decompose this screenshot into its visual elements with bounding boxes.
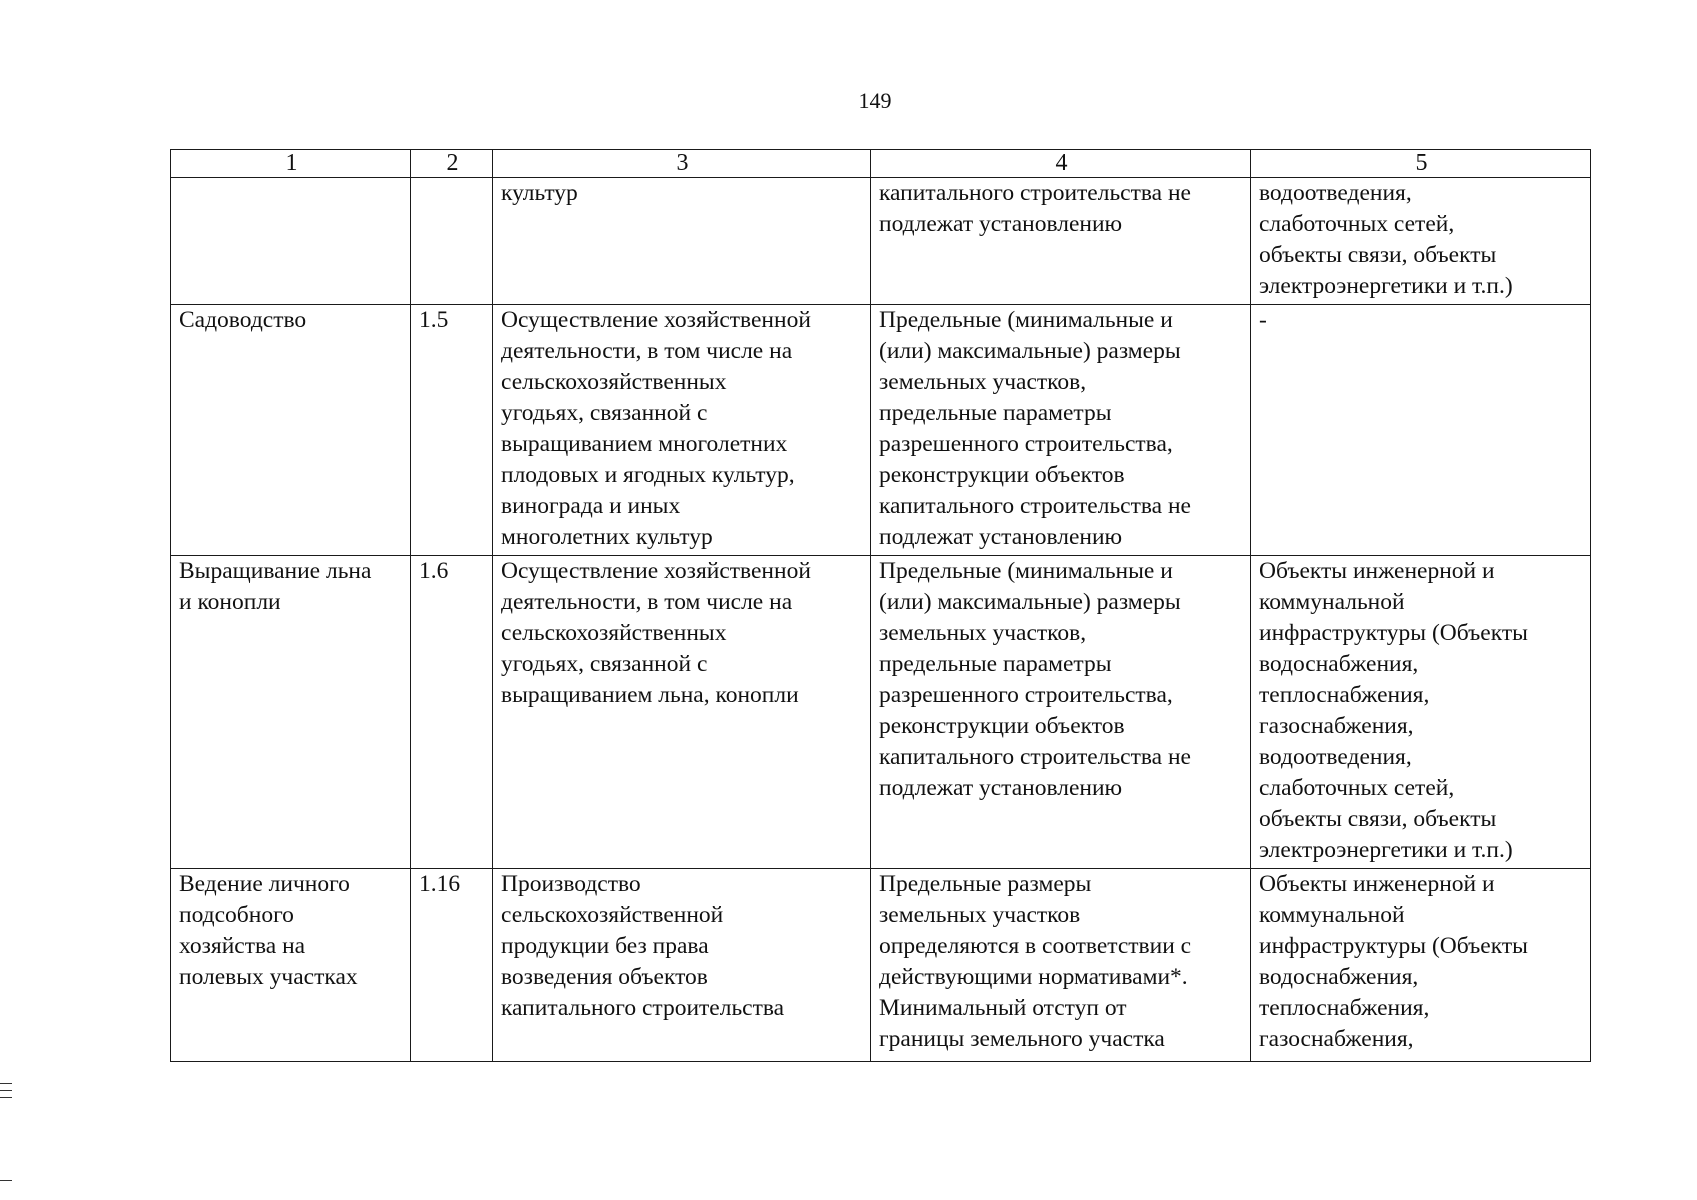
document-table xyxy=(170,149,1591,1062)
land-use-name-cell: Ведение личного подсобного хозяйства на полевых участках xyxy=(171,869,411,1062)
land-use-name-cell xyxy=(171,178,411,305)
infrastructure-cell: - xyxy=(1251,305,1591,556)
parameters-cell: Предельные (минимальные и (или) максимальные) размеры земельных участков, предельные параметры разрешенного строительства, реконструкции объектов капитального строительства не подлежат установлению xyxy=(871,556,1251,869)
land-use-name-cell: Садоводство xyxy=(171,305,411,556)
infrastructure-cell: Объекты инженерной и коммунальной инфраструктуры (Объекты водоснабжения, теплоснабжения, газоснабжения, водоотведения, слаботочных сетей, объекты связи, объекты электроэнергетики и т.п.) xyxy=(1251,556,1591,869)
table-row xyxy=(171,178,1591,305)
code-cell: 1.6 xyxy=(411,556,493,869)
table-header-row xyxy=(171,150,1591,178)
margin-tick-mark xyxy=(0,1097,12,1098)
column-header-4: 4 xyxy=(871,150,1251,178)
table-row xyxy=(171,869,1591,1062)
description-cell: Осуществление хозяйственной деятельности, в том числе на сельскохозяйственных угодьях, связанной с выращиванием льна, конопли xyxy=(493,556,871,869)
description-cell: культур xyxy=(493,178,871,305)
margin-tick-mark xyxy=(0,1090,12,1091)
parameters-cell: Предельные (минимальные и (или) максимальные) размеры земельных участков, предельные параметры разрешенного строительства, реконструкции объектов капитального строительства не подлежат установлению xyxy=(871,305,1251,556)
infrastructure-cell: Объекты инженерной и коммунальной инфраструктуры (Объекты водоснабжения, теплоснабжения, газоснабжения, xyxy=(1251,869,1591,1062)
table-row xyxy=(171,556,1591,869)
parameters-cell: Предельные размеры земельных участков определяются в соответствии с действующими нормативами*. Минимальный отступ от границы земельного участка xyxy=(871,869,1251,1062)
code-cell xyxy=(411,178,493,305)
infrastructure-cell: водоотведения, слаботочных сетей, объекты связи, объекты электроэнергетики и т.п.) xyxy=(1251,178,1591,305)
code-cell: 1.5 xyxy=(411,305,493,556)
margin-tick-mark xyxy=(0,1180,12,1181)
description-cell: Производство сельскохозяйственной продукции без права возведения объектов капитального строительства xyxy=(493,869,871,1062)
column-header-3: 3 xyxy=(493,150,871,178)
margin-tick-mark xyxy=(0,1083,12,1084)
code-cell: 1.16 xyxy=(411,869,493,1062)
description-cell: Осуществление хозяйственной деятельности, в том числе на сельскохозяйственных угодьях, связанной с выращиванием многолетних плодовых и ягодных культур, винограда и иных многолетних культур xyxy=(493,305,871,556)
parameters-cell: капитального строительства не подлежат установлению xyxy=(871,178,1251,305)
land-use-name-cell: Выращивание льна и конопли xyxy=(171,556,411,869)
column-header-1: 1 xyxy=(171,150,411,178)
table-row xyxy=(171,305,1591,556)
page-number: 149 xyxy=(858,88,892,113)
column-header-2: 2 xyxy=(411,150,493,178)
column-header-5: 5 xyxy=(1251,150,1591,178)
